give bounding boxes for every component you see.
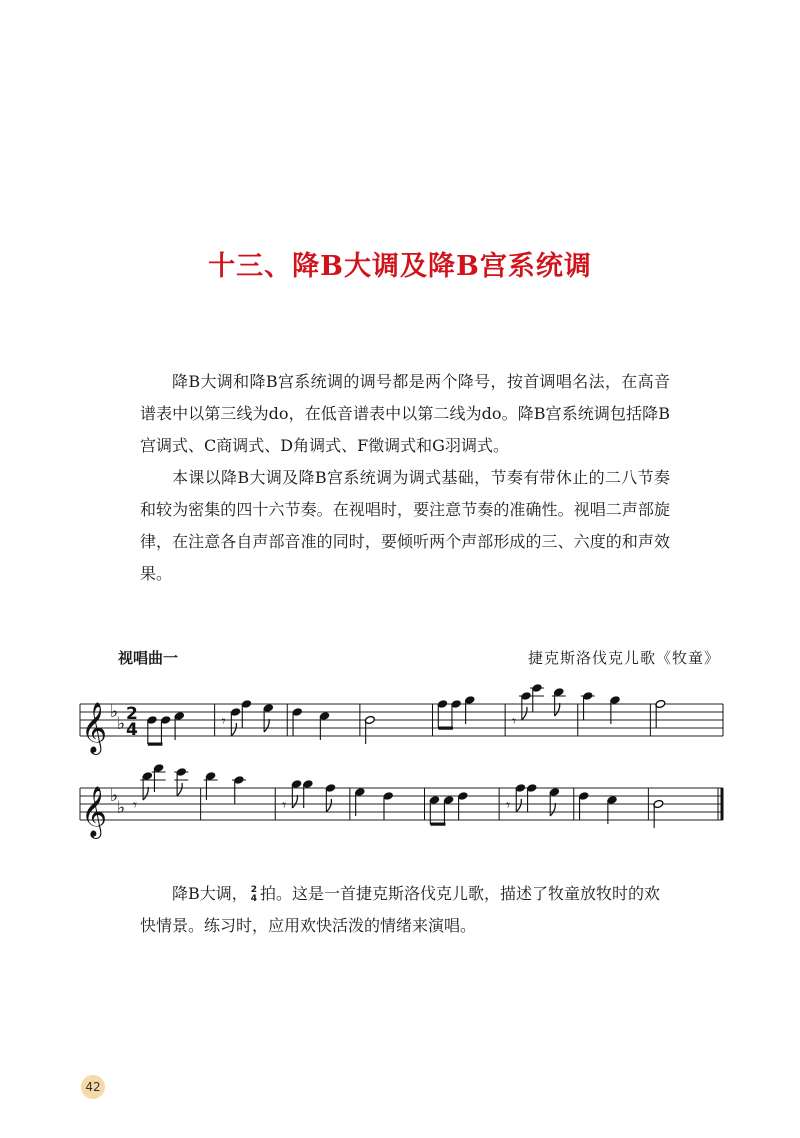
note-flag xyxy=(231,723,236,736)
note-beam xyxy=(438,727,453,730)
note-flag xyxy=(326,799,331,812)
eighth-rest: 𝄾 xyxy=(282,796,287,814)
note-flag xyxy=(177,783,182,796)
note-flag xyxy=(292,795,297,808)
desc-key: 降B大调， xyxy=(172,884,248,903)
inline-meter xyxy=(251,886,257,904)
eighth-rest: 𝄾 xyxy=(221,712,226,730)
key-flat: ♭ xyxy=(117,798,126,818)
eighth-rest: 𝄾 xyxy=(506,796,511,814)
note-flag xyxy=(143,787,148,800)
note-beam xyxy=(148,743,163,746)
page-number: 42 xyxy=(81,1075,105,1099)
treble-clef: 𝄞 xyxy=(81,702,108,753)
note-beam xyxy=(430,823,445,826)
exercise-label: 视唱曲一 xyxy=(118,649,179,667)
desc-body: 拍。这是一首捷克斯洛伐克儿歌，描述了牧童放牧时的欢快情景。练习时，应用欢快活泼的情绪来演唱。 xyxy=(140,884,661,935)
intro-paragraph-1: 降B大调和降B宫系统调的调号都是两个降号，按首调唱名法，在高音谱表中以第三线为do，在低音谱表中以第二线为do。降B宫系统调包括降B宫调式、C商调式、D角调式、F徵调式和G羽调式。 xyxy=(140,372,670,455)
eighth-rest: 𝄾 xyxy=(133,796,137,814)
exercise-description xyxy=(140,878,675,942)
treble-clef: 𝄞 xyxy=(81,786,108,837)
key-flat: ♭ xyxy=(110,786,119,806)
note-flag xyxy=(516,799,521,812)
inline-meter-top: 2 xyxy=(250,884,258,895)
eighth-rest: 𝄾 xyxy=(512,712,517,730)
lesson-title: 十三、降B大调及降B宫系统调 xyxy=(208,251,592,282)
key-flat: ♭ xyxy=(117,714,126,734)
inline-meter-bottom: 4 xyxy=(250,893,258,904)
exercise-source: 捷克斯洛伐克儿歌《牧童》 xyxy=(527,649,720,667)
note-flag xyxy=(550,803,555,816)
music-score xyxy=(0,675,800,865)
note-flag xyxy=(555,703,560,716)
intro-paragraph-2: 本课以降B大调及降B宫系统调为调式基础，节奏有带休止的二八节奏和较为密集的四十六节奏。在视唱时，要注意节奏的准确性。视唱二声部旋律，在注意各自声部音准的同时，要倾听两个声部形成的三、六度的和声效果。 xyxy=(140,468,670,583)
time-signature-top: 2 xyxy=(126,704,138,724)
key-flat: ♭ xyxy=(110,702,119,722)
note-flag xyxy=(522,707,527,720)
time-signature-bottom: 4 xyxy=(126,720,138,740)
note-flag xyxy=(264,719,269,732)
